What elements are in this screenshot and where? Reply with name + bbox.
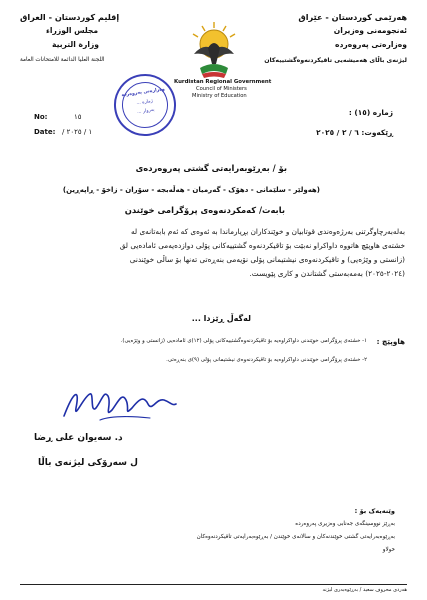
ref-ku-date: ڕێکەوت: ٦ / ٢ / ٢٠٢٥ [316, 128, 393, 137]
ref-ku-no: ژمارە (١٥) : [348, 108, 393, 117]
handwritten-signature [60, 386, 180, 424]
body-line-4: (٢٠٢٤-٢٠٢٥) بەمەبەستی گشتاندن و کاری پێویست. [249, 269, 405, 278]
stamp-line3: بەروار ... [136, 107, 155, 116]
center-header-line3: Ministry of Education [192, 93, 247, 99]
header-right-line3: وەزارەتی پەروەردە [335, 40, 407, 49]
official-stamp [110, 70, 180, 140]
attachments-label: هاوپێچ : [376, 337, 405, 346]
copies-item-3: خولاو [382, 547, 395, 553]
ref-no-value: ١٥ [74, 113, 82, 121]
stamp-line2: ژمارە ... [136, 98, 154, 107]
center-header-line2: Council of Ministers [196, 86, 247, 92]
signatory-title: ل سەرۆکی لیژنەی باڵا [38, 458, 138, 468]
ref-date-value: / ١ / ٢٠٢٥ [62, 128, 93, 136]
stamp-line1: وەزارەتی پەروەردە [121, 87, 166, 99]
attachment-item-2: ٢- خشتەی پرۆگرامی خوێندنی داواکراوەیە بۆ تاقیکردنەوەی نیشتیمانی پۆلی (٩)ی بنەڕەتی. [166, 357, 367, 363]
header-right-line4: لیژنەی باڵای هەمیشەیی تاقیکردنەوەگشتییەکان [264, 57, 407, 64]
attachment-item-1: ١- خشتەی پرۆگرامی خوێندنی داواکراوەیە بۆ تاقیکردنەوەگشتییەکانی پۆلی (١٢)ی ئامادەیی (زانستی و وێژەیی). [120, 338, 367, 344]
footer-rule [20, 584, 407, 585]
body-line-3: (زانستی و وێژەیی) و تاقیکردنەوەی نیشتیمانی پۆلی نۆیەمی بنەڕەتی تەنها بۆ ساڵی خوێندنی [129, 255, 405, 264]
address-cities: (هەولێر - سلێمانی - دهۆک - گەرمیان - هەڵەبجە - سۆران - زاخۆ - ڕاپەڕین) [62, 186, 320, 194]
header-right-line1: هەرێمی کوردستان - عێراق [298, 12, 407, 22]
header-left-line4: اللجنة العليا الدائمة للامتحانات العامة [20, 57, 105, 63]
body-line-1: بەلەبەرچاوگرتنی بەرژەوەندی قوتابیان و خوێندکاران بڕیارماندا بە ئەوەی کە ئەم بابەتانەی لە [131, 227, 405, 236]
header-left-line1: إقليم كوردستان - العراق [20, 12, 120, 22]
krg-emblem [186, 20, 242, 80]
copies-item-1: بەڕێز نووسینگەی جەنابی وەزیری پەروەردە [295, 521, 395, 527]
body-line-2: خشتەی هاوپێچ هاتووە داواکراو نەبێت بۆ تاقیکردنەوە گشتییەکانی پۆلی دوازدەیەمی ئامادەیی لق [119, 241, 405, 250]
center-header-line1: Kurdistan Regional Government [174, 79, 272, 85]
copies-item-2: بەڕێوەبەرایەتی گشتی خوێندنەکان و سالانەی خوێندن / بەڕێوەبەرایەتی تاقیکردنەوەکان [196, 534, 395, 540]
ref-date-label: Date: [34, 128, 56, 136]
ref-no-label: No: [34, 113, 48, 121]
closing-text: لەگەڵ ڕێزدا ... [191, 314, 251, 323]
header-left-line3: وزارة التربية [52, 40, 100, 49]
header-left-line2: مجلس الوزراء [46, 26, 99, 35]
subject-line: بابەت/ کەمکردنەوەی پرۆگرامی خوێندن [124, 205, 285, 215]
address-to: بۆ / بەڕێوبەرایەتی گشتی پەروەردەی [135, 163, 287, 173]
copies-label: وێنەیەک بۆ : [354, 507, 395, 515]
header-right-line2: ئەنجومەنی وەزیران [333, 26, 407, 35]
signatory-name: د. سەیوان علی ڕضا [34, 433, 123, 443]
footer-text: هەردی محروف سعید / بەڕێوەبەری لیژنە [322, 587, 407, 593]
